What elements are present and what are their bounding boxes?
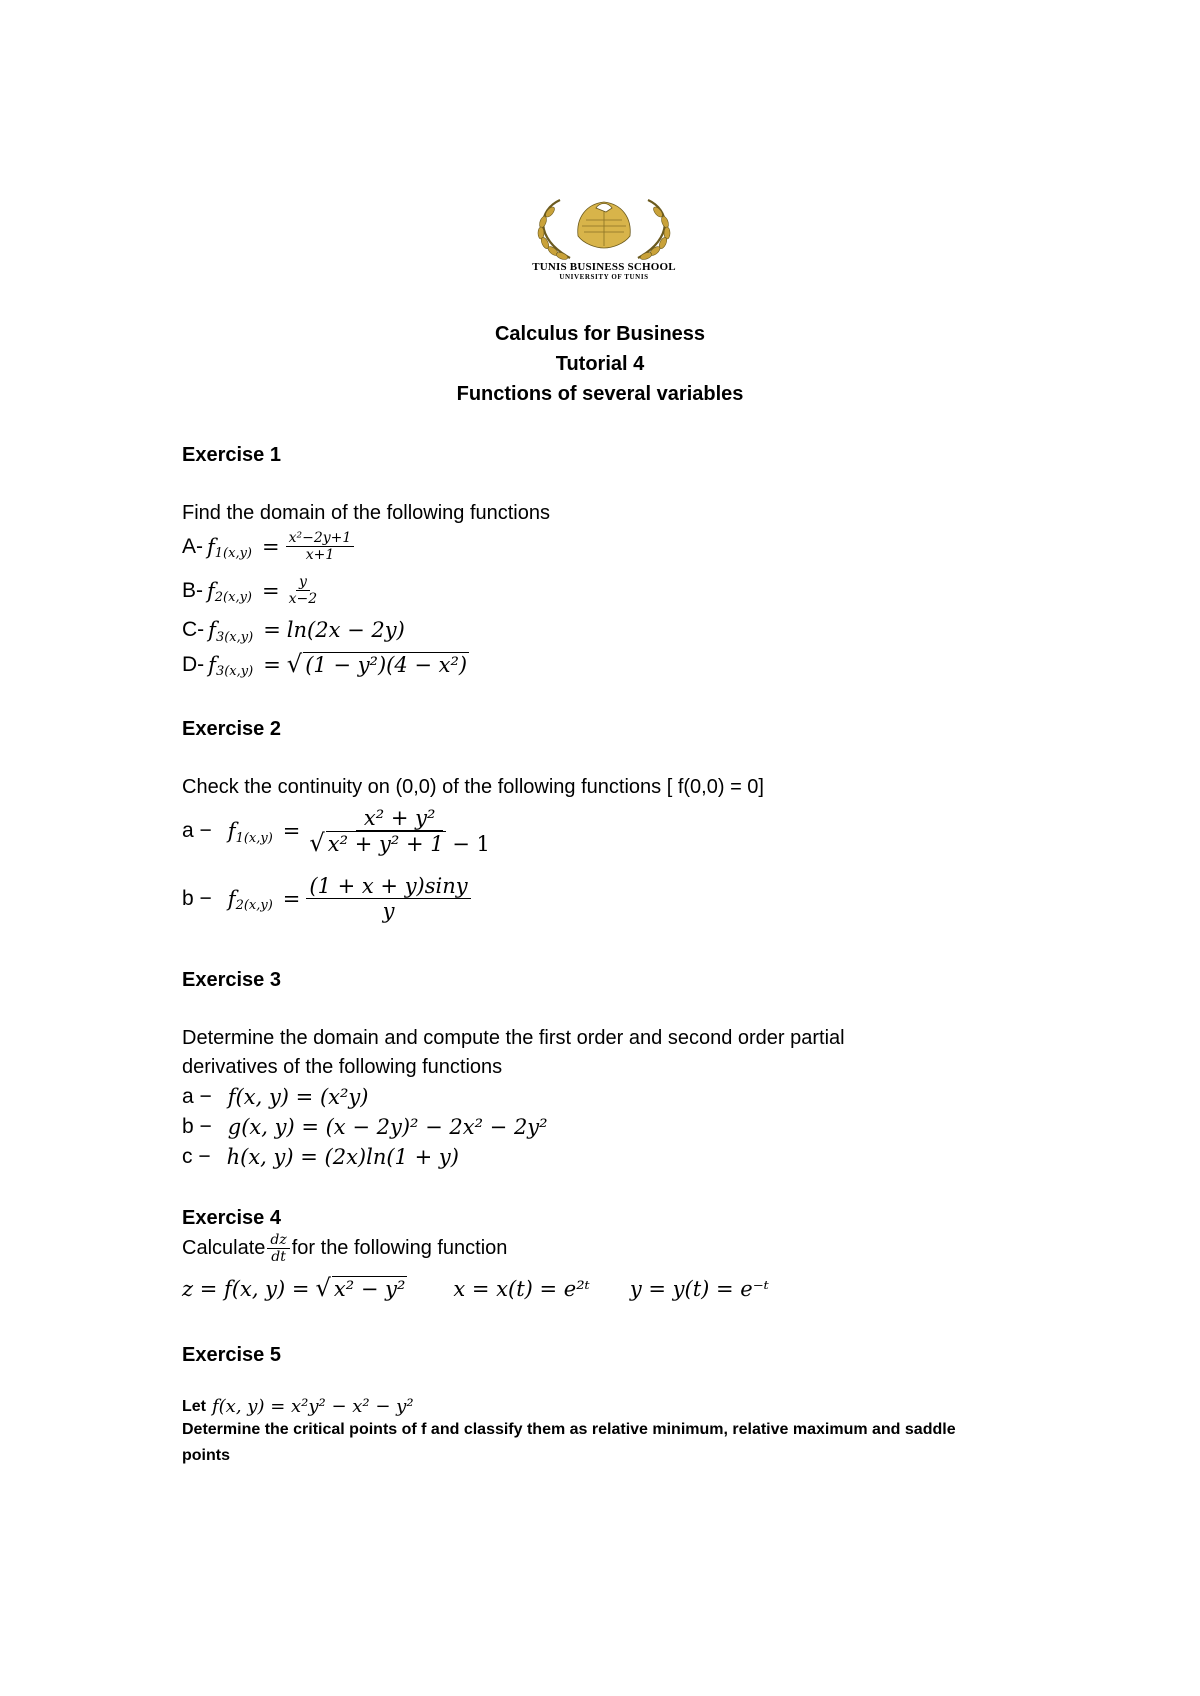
exercise-3-item-b: b − g(x, y) = (x − 2y)² − 2x² − 2y² (182, 1115, 548, 1139)
fraction-numerator: y (296, 574, 310, 591)
exercise-1-heading: Exercise 1 (182, 444, 281, 466)
exercise-2-instruction: Check the continuity on (0,0) of the following functions [ f(0,0) = 0] (182, 776, 764, 798)
exercise-1-item-d: D- f 3(x,y) = √ (1 − y²)(4 − x²) (182, 650, 468, 679)
exercise-3-instruction-line-1: Determine the domain and compute the first order and second order partial (182, 1027, 845, 1049)
exercise-2-item-a: a − f 1(x,y) = x² + y² √ x² + y² + 1 − 1 (182, 806, 493, 856)
exercise-1-item-b: B- f 2(x,y) = $\frac{y}{x-2}$ (182, 574, 320, 607)
fraction-denominator: y (382, 899, 395, 924)
square-root: √ x² − y² (315, 1274, 406, 1302)
logo-university-name: UNIVERSITY OF TUNIS (559, 273, 649, 281)
logo-school-name: TUNIS BUSINESS SCHOOL (532, 261, 676, 273)
exercise-2-item-b: b − f 2(x,y) = $\frac{(1 + x + y)\sin y}{y}$ (182, 874, 471, 923)
fraction-numerator: x²−2y+1 (286, 530, 355, 547)
fraction-denominator: √ x² + y² + 1 − 1 (309, 829, 490, 858)
exercise-3-item-c: c − h(x, y) = (2x)ln(1 + y) (182, 1145, 459, 1169)
exercise-3-item-a: a − f(x, y) = (x²y) (182, 1085, 369, 1109)
exercise-5-text-line-2: points (182, 1447, 230, 1464)
laurel-eagle-icon (520, 192, 688, 262)
exercise-3-heading: Exercise 3 (182, 969, 281, 991)
topic-title: Functions of several variables (456, 383, 744, 405)
school-logo (520, 192, 688, 292)
exercise-4-functions: z = f(x, y) = √ x² − y² x = x(t) = e²ᵗ y = y(t) = e⁻ᵗ (182, 1274, 769, 1302)
tutorial-title: Tutorial 4 (555, 353, 645, 375)
exercise-4-instruction: Calculate $\frac{dz}{dt}$ for the following function (182, 1232, 508, 1266)
fraction-numerator: (1 + x + y)siny (306, 874, 470, 899)
fraction-denominator: x+1 (305, 547, 335, 564)
exercise-2-heading: Exercise 2 (182, 718, 281, 740)
course-title: Calculus for Business (494, 323, 706, 345)
fraction-denominator: x−2 (288, 591, 318, 608)
fraction-numerator: x² + y² (356, 806, 444, 831)
derivative-fraction: $\frac{dz}{dt}$ (267, 1232, 289, 1265)
exercise-5-heading: Exercise 5 (182, 1344, 281, 1366)
exercise-3-instruction-line-2: derivatives of the following functions (182, 1056, 503, 1078)
exercise-1-item-c: C- f 3(x,y) = ln(2x − 2y) (182, 618, 405, 645)
exercise-1-item-a: A- f 1(x,y) = $\frac{\text{x²−2y+1}}{x+1}$ (182, 530, 354, 563)
exercise-5-definition: Let f(x, y) = x²y² − x² − y² (182, 1396, 414, 1417)
square-root: √ (1 − y²)(4 − x²) (286, 650, 468, 678)
exercise-4-heading: Exercise 4 (182, 1207, 281, 1229)
exercise-1-instruction: Find the domain of the following functions (182, 502, 550, 524)
exercise-5-text-line-1: Determine the critical points of f and classify them as relative minimum, relative maximum and saddle (182, 1421, 956, 1438)
